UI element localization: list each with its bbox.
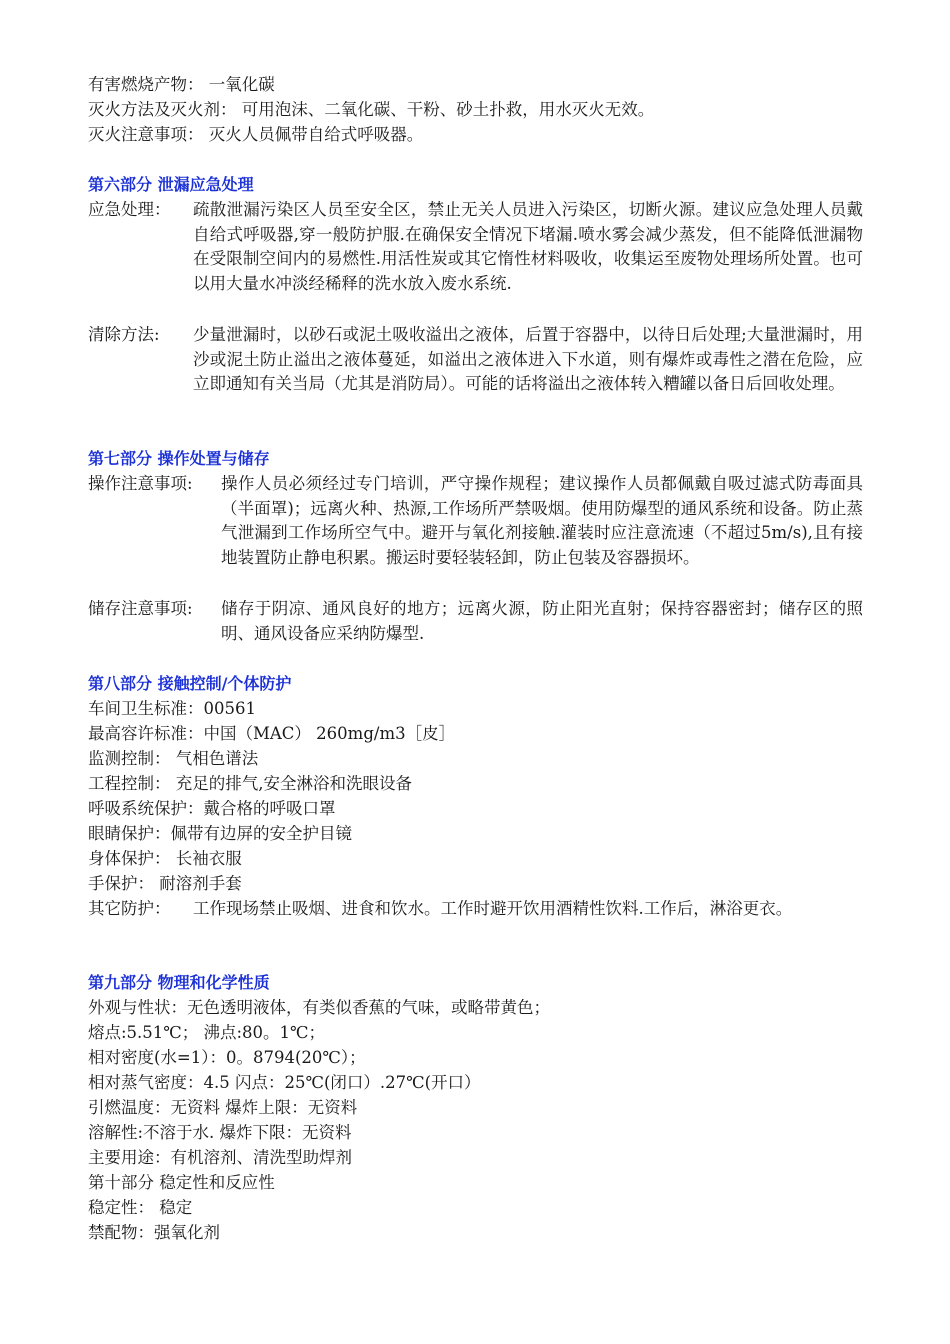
section-7-heading: 第七部分 操作处置与储存 — [88, 449, 270, 468]
other-protection-paragraph — [88, 897, 863, 922]
emergency-handling-text: 疏散泄漏污染区人员至安全区，禁止无关人员进入污染区，切断火源。建议应急处理人员戴自给式呼吸器,穿一般防护服.在确保安全情况下堵漏.喷水雾会减少蒸发，但不能降低泄漏物在受限制空间内的易燃性.用活性炭或其它惰性材料吸收，收集运至废物处理场所处置。也可以用大量水冲淡经稀释的洗水放入废水系统. — [193, 200, 863, 293]
engineering-control: 工程控制： 充足的排气,安全淋浴和洗眼设备 — [88, 774, 412, 793]
other-protection-label: 其它防护： — [88, 899, 171, 918]
section-6-heading: 第六部分 泄漏应急处理 — [88, 175, 254, 194]
cleanup-method-label: 清除方法: — [88, 325, 160, 344]
section-10-heading: 第十部分 稳定性和反应性 — [88, 1173, 275, 1192]
eye-protection: 眼睛保护：佩带有边屏的安全护目镜 — [88, 824, 352, 843]
emergency-handling-label: 应急处理： — [88, 200, 171, 219]
stability-line: 稳定性： 稳定 — [88, 1198, 193, 1217]
monitoring-control: 监测控制： 气相色谱法 — [88, 749, 259, 768]
cleanup-method-text: 少量泄漏时，以砂石或泥土吸收溢出之液体，后置于容器中，以待日后处理;大量泄漏时，用沙或泥土防止溢出之液体蔓延，如溢出之液体进入下水道，则有爆炸或毒性之潜在危险，应立即通知有关当局（尤其是消防局）。可能的话将溢出之液体转入糟罐以备日后回收处理。 — [193, 325, 863, 393]
respiratory-protection: 呼吸系统保护：戴合格的呼吸口罩 — [88, 799, 336, 818]
firefighting-notes-line: 灭火注意事项： 灭火人员佩带自给式呼吸器。 — [88, 125, 424, 144]
incompatible-materials-line: 禁配物：强氧化剂 — [88, 1223, 220, 1242]
storage-notes-label: 储存注意事项: — [88, 599, 193, 618]
cleanup-method-paragraph — [88, 323, 863, 397]
appearance-line: 外观与性状：无色透明液体，有类似香蕉的气味，或略带黄色； — [88, 998, 550, 1017]
vapor-density-flash-point-line: 相对蒸气密度：4.5 闪点：25℃(闭口）.27℃(开口） — [88, 1073, 481, 1092]
operation-notes-label: 操作注意事项: — [88, 474, 193, 493]
solubility-line: 溶解性:不溶于水. 爆炸下限：无资料 — [88, 1123, 352, 1142]
operation-notes-paragraph — [88, 472, 863, 570]
body-protection: 身体保护： 长袖衣服 — [88, 849, 242, 868]
main-use-line: 主要用途：有机溶剂、清洗型助焊剂 — [88, 1148, 352, 1167]
ignition-temp-line: 引燃温度：无资料 爆炸上限：无资料 — [88, 1098, 358, 1117]
operation-notes-text: 操作人员必须经过专门培训，严守操作规程；建议操作人员都佩戴自吸过滤式防毒面具（半面罩)；远离火种、热源,工作场所严禁吸烟。使用防爆型的通风系统和设备。防止蒸气泄漏到工作场所空气中。避开与氧化剂接触.灌装时应注意流速（不超过5m/s),且有接地装置防止静电积累。搬运时要轻装轻卸，防止包装及容器损坏。 — [221, 474, 863, 567]
storage-notes-text: 储存于阴凉、通风良好的地方；远离火源，防止阳光直射；保持容器密封；储存区的照明、通风设备应采纳防爆型. — [221, 599, 863, 643]
section-9-heading: 第九部分 物理和化学性质 — [88, 973, 270, 992]
other-protection-text: 工作现场禁止吸烟、进食和饮水。工作时避开饮用酒精性饮料.工作后，淋浴更衣。 — [193, 899, 793, 918]
max-allowable-standard: 最高容许标准：中国（MAC） 260mg/m3［皮］ — [88, 724, 456, 743]
storage-notes-paragraph — [88, 597, 863, 646]
extinguishing-method-line: 灭火方法及灭火剂： 可用泡沫、二氧化碳、干粉、砂土扑救，用水灭火无效。 — [88, 100, 655, 119]
section-8-heading: 第八部分 接触控制/个体防护 — [88, 674, 292, 693]
combustion-products-line: 有害燃烧产物： 一氧化碳 — [88, 75, 275, 94]
melting-boiling-line: 熔点:5.51℃； 沸点:80。1℃； — [88, 1023, 326, 1042]
hand-protection: 手保护： 耐溶剂手套 — [88, 874, 242, 893]
workshop-hygiene-standard: 车间卫生标准：00561 — [88, 699, 256, 718]
relative-density-line: 相对密度(水=1）：0。8794(20℃）； — [88, 1048, 366, 1067]
emergency-handling-paragraph — [88, 198, 863, 296]
